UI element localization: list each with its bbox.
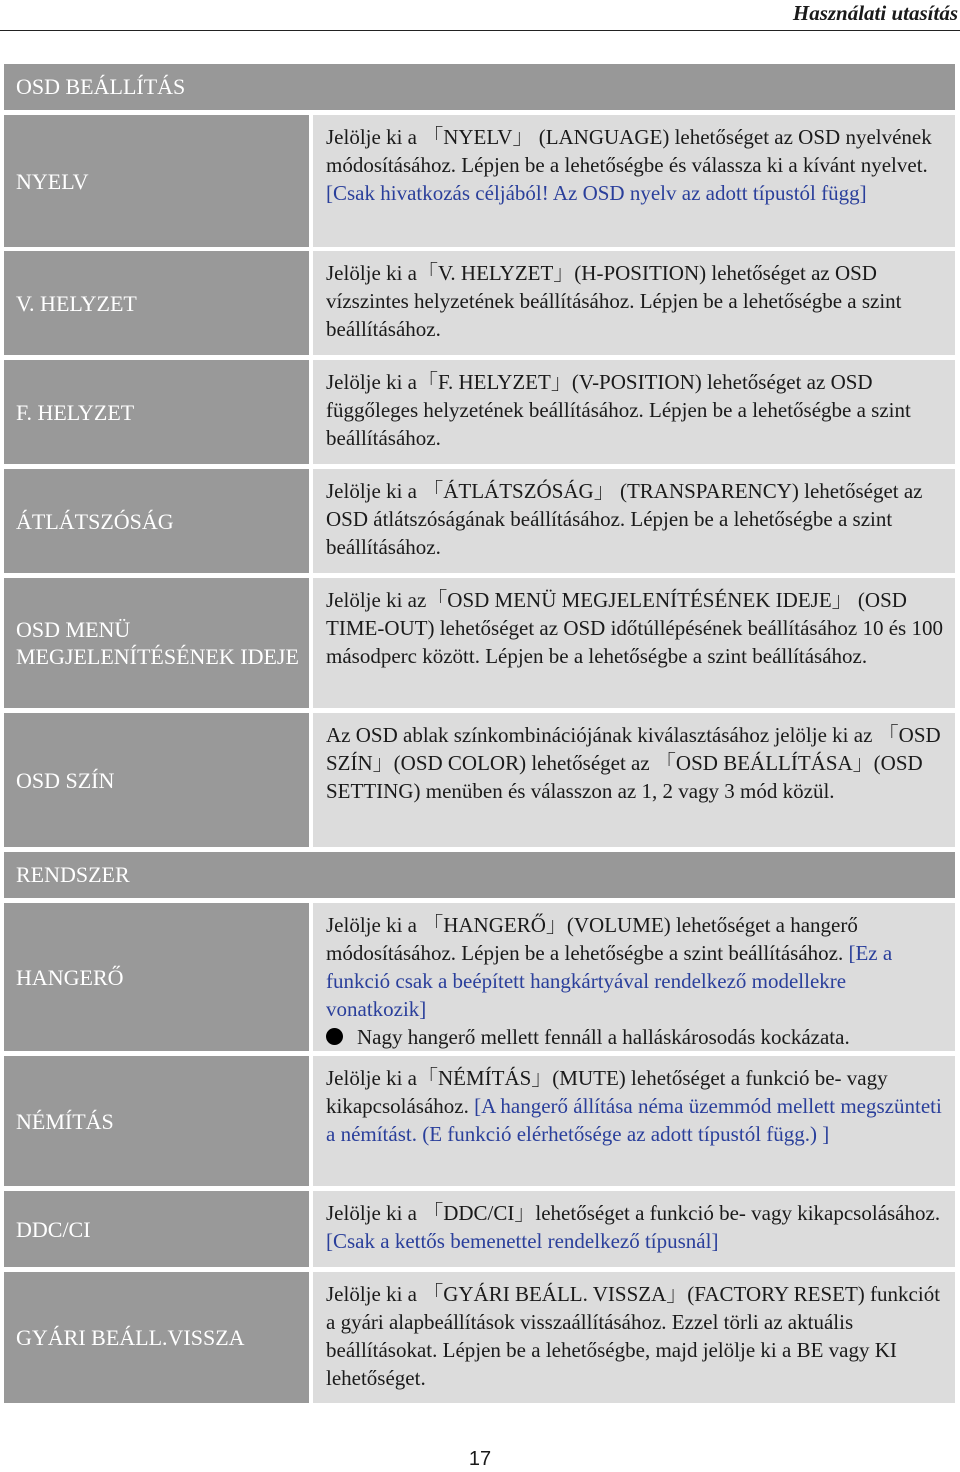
bullet-icon [326, 1028, 343, 1045]
description-text: Jelölje ki a 「NYELV」 (LANGUAGE) lehetőséget az OSD nyelvének módosításához. Lépjen be a lehetőségbe és válassza ki a kívánt nyelvet. [326, 125, 932, 177]
row-description-language [313, 115, 955, 247]
row-label-osd-timeout: OSD MENÜ MEGJELENÍTÉSÉNEK IDEJE [4, 578, 309, 708]
row-description-osd-timeout [313, 578, 955, 708]
row-label-transparency: ÁTLÁTSZÓSÁG [4, 469, 309, 573]
row-description-ddcci [313, 1191, 955, 1267]
reference-note: [A hangerő állítása néma üzemmód mellett megszünteti a némítást. (E funkció elérhetősége az adott típustól függ.) ] [326, 1094, 942, 1146]
description-text: Jelölje ki a 「HANGERŐ」(VOLUME) lehetőséget a hangerő módosításához. Lépjen be a lehetőségbe a szint beállításához. [326, 913, 858, 965]
warning-line [326, 1023, 945, 1051]
row-description-factory-reset [313, 1272, 955, 1403]
description-text: Jelölje ki a「F. HELYZET」(V-POSITION) lehetőséget az OSD függőleges helyzetének beállításához. Lépjen be a lehetőségbe a szint beállításához. [326, 370, 911, 450]
reference-note: [Csak hivatkozás céljából! Az OSD nyelv az adott típustól függ] [326, 181, 867, 205]
running-header: Használati utasítás [792, 1, 958, 25]
table-row-factory-reset [4, 1272, 955, 1403]
reference-note: [Csak a kettős bemenettel rendelkező típusnál] [326, 1229, 719, 1253]
table-row-transparency [4, 469, 955, 573]
table-row-v-position [4, 360, 955, 464]
description-text: Jelölje ki a「V. HELYZET」(H-POSITION) lehetőséget az OSD vízszintes helyzetének beállításához. Lépjen be a lehetőségbe a szint beállításához. [326, 261, 902, 341]
description-text: Jelölje ki a 「ÁTLÁTSZÓSÁG」 (TRANSPARENCY) lehetőséget az OSD átlátszóságának beállításához. Lépjen be a lehetőségbe a szint beállításához. [326, 479, 923, 559]
row-description-v-position [313, 360, 955, 464]
row-label-ddcci: DDC/CI [4, 1191, 309, 1267]
section-header-system: RENDSZER [4, 852, 955, 898]
section-header-osd-settings: OSD BEÁLLÍTÁS [4, 64, 955, 110]
description-text: Jelölje ki a「NÉMÍTÁS」(MUTE) lehetőséget a funkció be- vagy kikapcsolásához. [326, 1066, 888, 1118]
table-row-osd-timeout [4, 578, 955, 708]
description-text: Jelölje ki az「OSD MENÜ MEGJELENÍTÉSÉNEK IDEJE」 (OSD TIME-OUT) lehetőséget az OSD időtúllépésének beállításához 10 és 100 másodperc között. Lépjen be a lehetőségbe a szint beállításához. [326, 588, 943, 668]
table-row-volume [4, 903, 955, 1051]
row-label-osd-color: OSD SZÍN [4, 713, 309, 847]
row-label-v-position: F. HELYZET [4, 360, 309, 464]
row-description-osd-color [313, 713, 955, 847]
description-text: Jelölje ki a 「GYÁRI BEÁLL. VISSZA」(FACTORY RESET) funkciót a gyári alapbeállítások visszaállításához. Ezzel törli az aktuális beállításokat. Lépjen be a lehetőségbe, majd jelölje ki a BE vagy KI lehetőséget. [326, 1282, 941, 1390]
row-label-mute: NÉMÍTÁS [4, 1056, 309, 1186]
row-description-transparency [313, 469, 955, 573]
table-row-mute [4, 1056, 955, 1186]
table-row-osd-color [4, 713, 955, 847]
row-label-h-position: V. HELYZET [4, 251, 309, 355]
row-label-factory-reset: GYÁRI BEÁLL.VISSZA [4, 1272, 309, 1403]
page-number: 17 [468, 1448, 492, 1470]
row-description-h-position [313, 251, 955, 355]
description-text: Jelölje ki a 「DDC/CI」lehetőséget a funkció be- vagy kikapcsolásához. [326, 1201, 941, 1225]
row-label-volume: HANGERŐ [4, 903, 309, 1051]
description-text: Az OSD ablak színkombinációjának kiválasztásához jelölje ki az 「OSD SZÍN」(OSD COLOR) lehetőséget az 「OSD BEÁLLÍTÁSA」(OSD SETTING) menüben és válasszon az 1, 2 vagy 3 mód közül. [326, 723, 941, 803]
table-row-h-position [4, 251, 955, 355]
table-row-ddcci [4, 1191, 955, 1267]
reference-note: [Ez a funkció csak a beépített hangkártyával rendelkező modellekre vonatkozik] [326, 941, 893, 1021]
row-description-volume [313, 903, 955, 1051]
warning-text: Nagy hangerő mellett fennáll a halláskárosodás kockázata. [357, 1025, 850, 1049]
table-row-language [4, 115, 955, 247]
row-label-language: NYELV [4, 115, 309, 247]
header-rule [0, 30, 960, 31]
row-description-mute [313, 1056, 955, 1186]
